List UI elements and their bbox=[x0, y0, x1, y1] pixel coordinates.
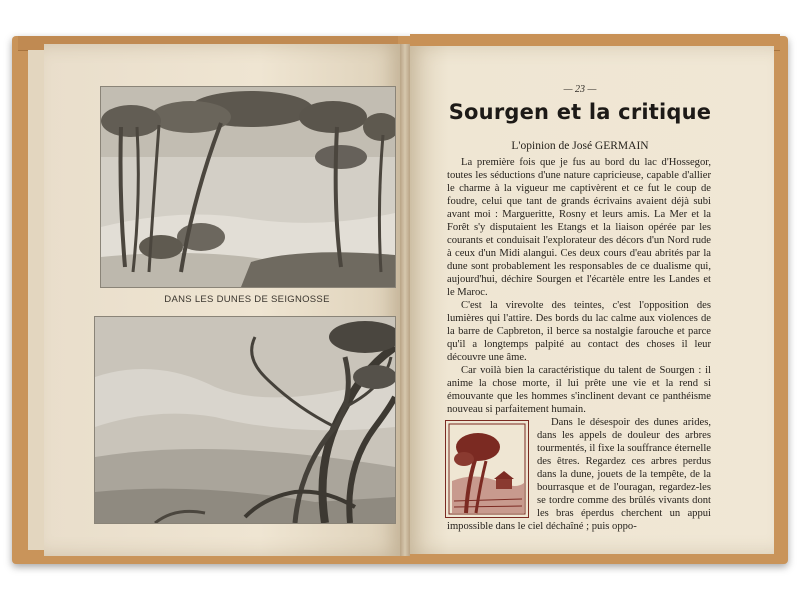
paragraph: C'est la virevolte des teintes, c'est l'opposition des lumières qui l'attire. Des bords du lac calme aux violences de la barre de Capbreton, il berce sa nostalgie farouche et parce qu'il a longtemps palpité au contact des choses il leur découvre une âme. bbox=[447, 300, 711, 363]
article-body bbox=[447, 156, 711, 533]
paragraph: La première fois que je fus au bord du lac d'Hossegor, toutes les séductions d'une nature capricieuse, capable d'allier le charme à la vigueur me captivèrent et ce fut le coup de foudre, celui que tant de grands écrivains avaient déjà subi avant moi : Margueritte, Rosny et leurs amis. La Mer et la Forêt s'y disputaient les Etangs et la liaison opérée par les courants et conduisait l'explorateur des décors d'un Nord rude à ceux d'un Midi alangui. Ces deux cours d'eau abrités par la dune sont probablement les responsables de ce dualisme qui, aujourd'hui, déchire Sourgen et l'écartèle entre les Landes et le Maroc. bbox=[447, 157, 711, 298]
page-number: — 23 — bbox=[563, 84, 597, 95]
paragraph: Car voilà bien la caractéristique du talent de Sourgen : il anime la chose morte, il lui prête une vie et la rend si émouvante que les hommes s'inclinent devant ce panthéisme nouveau si parfaitement humain. bbox=[447, 365, 711, 415]
page-title: Sourgen et la critique bbox=[448, 100, 712, 124]
book-gutter bbox=[400, 44, 410, 556]
illustration-pines-dunes bbox=[100, 86, 396, 288]
article-byline: L'opinion de José GERMAIN bbox=[511, 140, 649, 152]
woodcut-vignette bbox=[445, 420, 529, 518]
illustration-twisted-trees bbox=[94, 316, 396, 524]
paragraph: Dans le désespoir des dunes arides, dans les appels de douleur des arbres tourmentés, il fixe la souffrance éternelle des êtres. Regardez ces arbres perdus dans la dune, jouets de la tempête, de la bourrasque et de l'ouragan, regardez-les se tordre comme des brûlés vivants dont les bras éperdus cherchent un appui impossible dans le ciel déchaîné ; puis oppo- bbox=[447, 417, 711, 532]
illustration-caption: DANS LES DUNES DE SEIGNOSSE bbox=[164, 294, 330, 305]
paragraph-with-woodcut bbox=[447, 416, 711, 533]
